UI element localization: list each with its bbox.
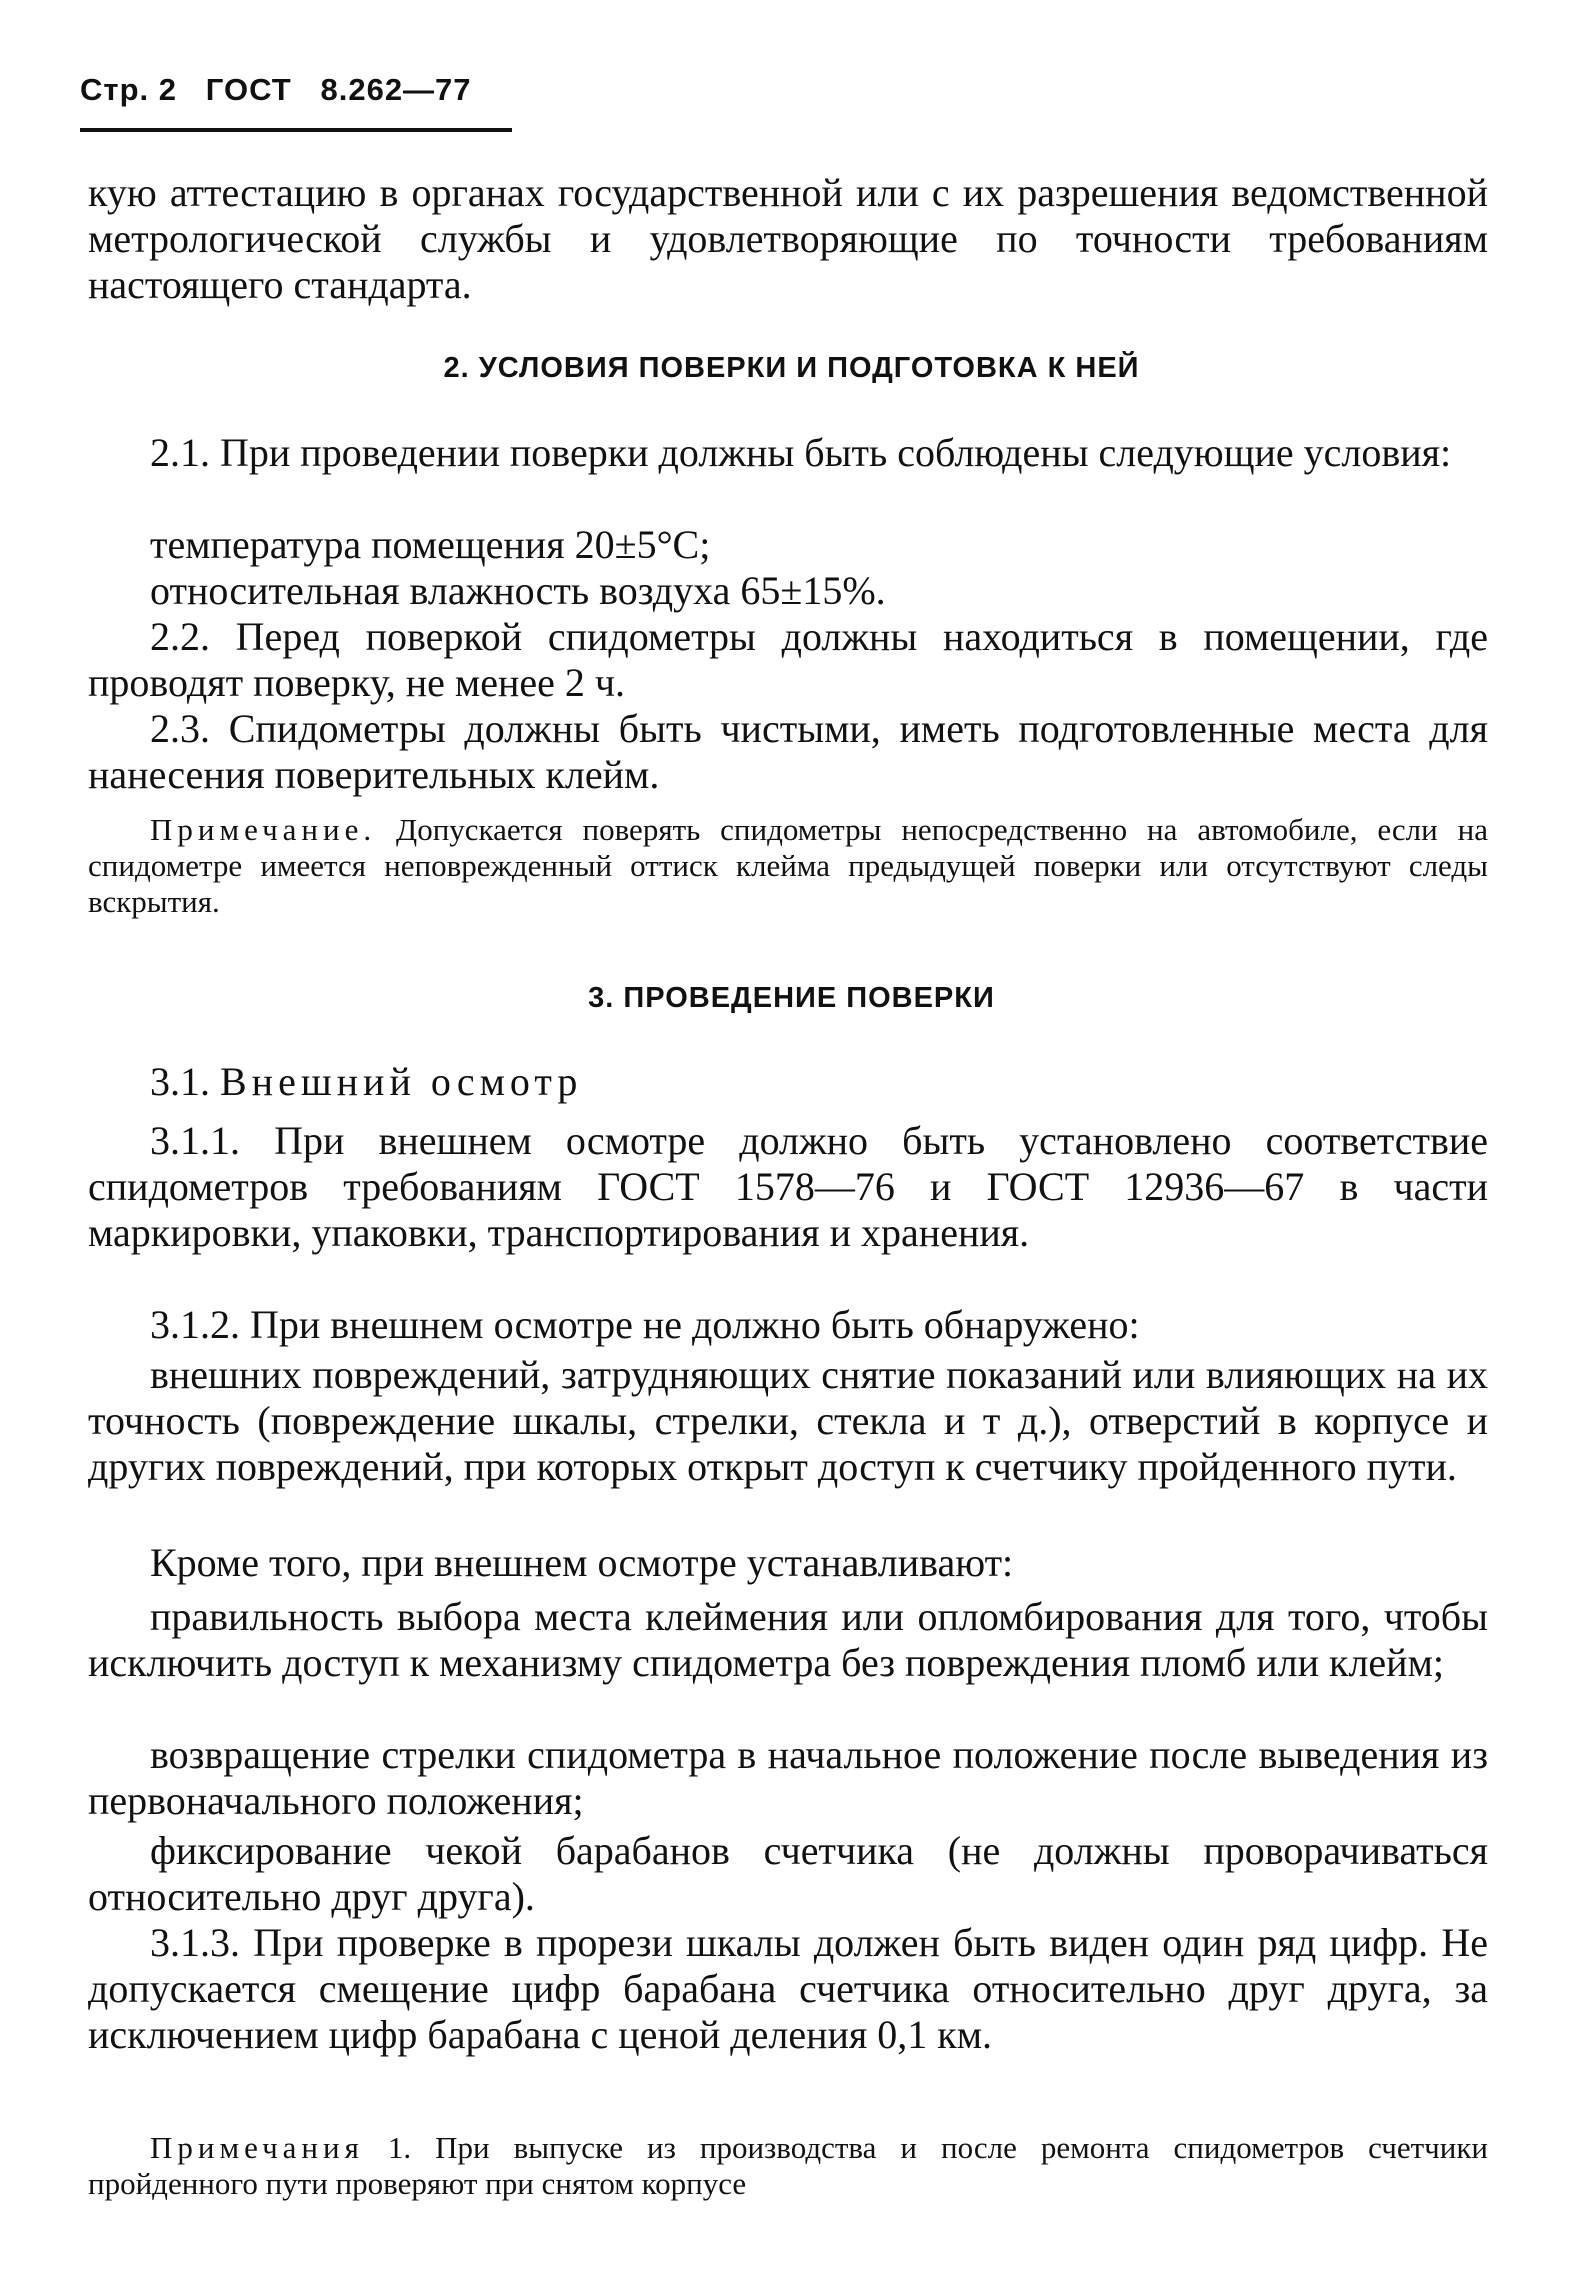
note-label: Примечание. — [150, 812, 377, 847]
page-header: Стр. 2 ГОСТ 8.262—77 — [80, 72, 472, 107]
paragraph-2-3: 2.3. Спидометры должны быть чистыми, иметь подготовленные места для нанесения поверительных клейм. — [88, 706, 1488, 797]
paragraph-2-1: 2.1. При проведении поверки должны быть соблюдены следующие условия: — [150, 430, 1452, 475]
subsection-3-1-heading — [150, 1058, 582, 1105]
condition-humidity: относительная влажность воздуха 65±15%. — [150, 568, 886, 613]
note-2 — [88, 812, 1488, 920]
header-rule — [80, 128, 512, 132]
paragraph-3-1-2: 3.1.2. При внешнем осмотре не должно быть обнаружено: — [150, 1302, 1140, 1347]
intro-paragraph: кую аттестацию в органах государственной или с их разрешения ведомственной метрологической службы и удовлетворяющие по точности требованиям настоящего стандарта. — [88, 170, 1488, 307]
notes-label: Примечания — [150, 2130, 364, 2165]
paragraph-3-1-3: 3.1.3. При проверке в прорези шкалы должен быть виден один ряд цифр. Не допускается смещение цифр барабана счетчика относительно друг друга, за исключением цифр барабана с ценой деления 0,1 км. — [88, 1920, 1488, 2057]
paragraph-besides: Кроме того, при внешнем осмотре устанавливают: — [150, 1540, 1014, 1585]
paragraph-damage: внешних повреждений, затрудняющих снятие показаний или влияющих на их точность (повреждение шкалы, стрелки, стекла и т д.), отверстий в корпусе и других повреждений, при которых открыт доступ к счетчику пройденного пути. — [88, 1352, 1488, 1489]
section-3-title: 3. ПРОВЕДЕНИЕ ПОВЕРКИ — [588, 982, 995, 1014]
subsection-3-1-title: Внешний осмотр — [220, 1059, 583, 1104]
paragraph-correct: правильность выбора места клеймения или опломбирования для того, чтобы исключить доступ к механизму спидометра без повреждения пломб или клейм; — [88, 1594, 1488, 1685]
paragraph-return: возвращение стрелки спидометра в начальное положение после выведения из первоначального положения; — [88, 1732, 1488, 1823]
paragraph-3-1-1: 3.1.1. При внешнем осмотре должно быть установлено соответствие спидометров требованиям ГОСТ 1578—76 и ГОСТ 12936—67 в части маркировки, упаковки, транспортирования и хранения. — [88, 1118, 1488, 1255]
subsection-3-1-number: 3.1. — [150, 1059, 220, 1104]
notes-text: 1. При выпуске из производства и после ремонта спидометров счетчики пройденного пути проверяют при снятом корпусе — [88, 2130, 1488, 2201]
paragraph-2-2: 2.2. Перед поверкой спидометры должны находиться в помещении, где проводят поверку, не менее 2 ч. — [88, 614, 1488, 705]
note-text: Допускается поверять спидометры непосредственно на автомобиле, если на спидометре имеется неповрежденный оттиск клейма предыдущей поверки или отсутствуют следы вскрытия. — [88, 812, 1488, 919]
notes-3 — [88, 2130, 1488, 2202]
condition-temperature: температура помещения 20±5°С; — [150, 522, 711, 567]
paragraph-fix: фиксирование чекой барабанов счетчика (не должны проворачиваться относительно друг друга). — [88, 1828, 1488, 1919]
section-2-title: 2. УСЛОВИЯ ПОВЕРКИ И ПОДГОТОВКА К НЕЙ — [443, 352, 1140, 384]
